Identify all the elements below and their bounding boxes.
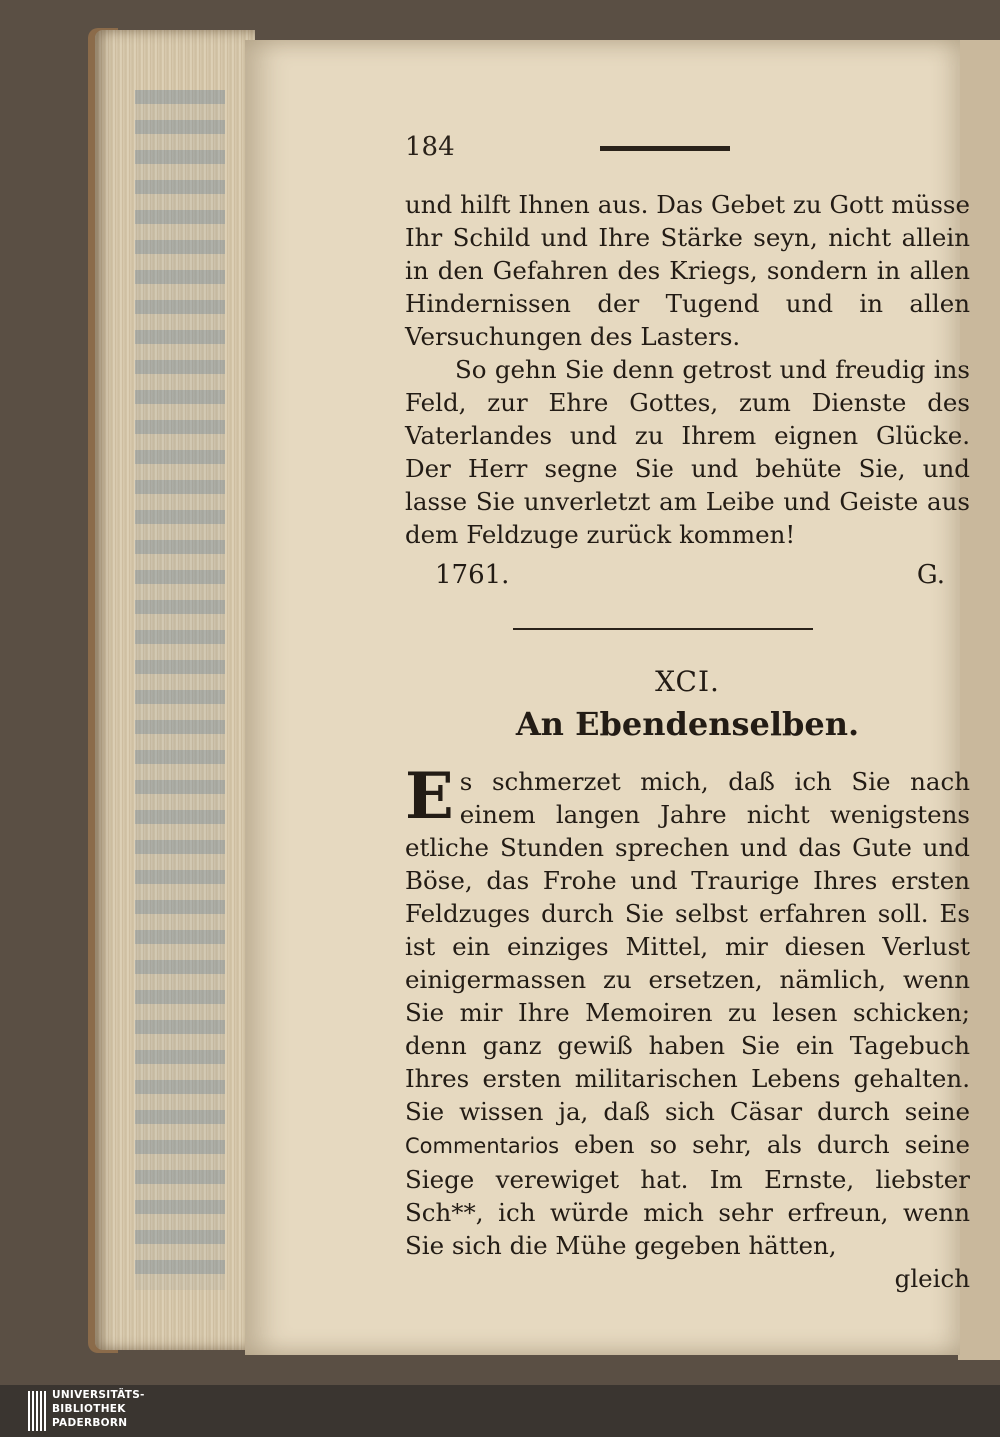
library-name xyxy=(52,1388,145,1430)
paragraph-2: So gehn Sie denn getrost und freudig ins Feld, zur Ehre Gottes, zum Dienste des Vaterlandes und zu Ihrem eignen Glücke. Der Herr segne Sie und behüte Sie, und lasse Sie unverletzt am Leibe und Geiste aus dem Feldzuge zurück kommen! xyxy=(405,355,970,549)
letter-number: XCI. xyxy=(655,665,720,698)
library-name-line-3: PADERBORN xyxy=(52,1417,128,1429)
header-rule xyxy=(600,146,730,151)
library-name-line-2: BIBLIOTHEK xyxy=(52,1403,126,1415)
library-footer xyxy=(0,1385,1000,1437)
catchword: gleich xyxy=(894,1264,970,1293)
page-number: 184 xyxy=(405,132,455,162)
letter-text-b: eben so sehr, als durch seine Siege verewiget hat. Im Ernste, liebster Sch**, ich würde mich sehr erfreun, wenn Sie sich die Mühe gegeben hätten, xyxy=(405,1130,970,1260)
letter-paragraph xyxy=(405,759,970,1262)
dateline xyxy=(435,560,945,590)
continued-text xyxy=(405,188,970,551)
signature: G. xyxy=(916,560,945,590)
paragraph-1: und hilft Ihnen aus. Das Gebet zu Gott müsse Ihr Schild und Ihre Stärke seyn, nicht allein in den Gefahren des Kriegs, sondern in allen Hindernissen der Tugend und in allen Versuchungen des Lasters. xyxy=(405,190,970,351)
latin-word: Commentarios xyxy=(405,1134,560,1158)
letter-body xyxy=(405,759,970,1295)
library-logo-icon xyxy=(28,1391,46,1431)
page-edges xyxy=(95,30,255,1350)
section-divider xyxy=(513,628,813,630)
library-name-line-1: UNIVERSITÄTS- xyxy=(52,1389,145,1401)
letter-title: An Ebendenselben. xyxy=(515,705,860,743)
letter-date: 1761. xyxy=(435,560,510,590)
book-page xyxy=(245,40,970,1355)
letter-text-a: s schmerzet mich, daß ich Sie nach einem langen Jahre nicht wenigstens etliche Stunden sprechen und das Gute und Böse, das Frohe und Traurige Ihres ersten Feldzuges durch Sie selbst erfahren soll. Es ist ein einziges Mittel, mir diesen Verlust einigermassen zu ersetzen, nämlich, wenn Sie mir Ihre Memoiren zu lesen schicken; denn ganz gewiß haben Sie ein Tagebuch Ihres ersten militarischen Lebens gehalten. Sie wissen ja, daß sich Cäsar durch seine xyxy=(405,767,970,1126)
drop-cap: E xyxy=(405,759,454,834)
running-head xyxy=(405,132,965,172)
